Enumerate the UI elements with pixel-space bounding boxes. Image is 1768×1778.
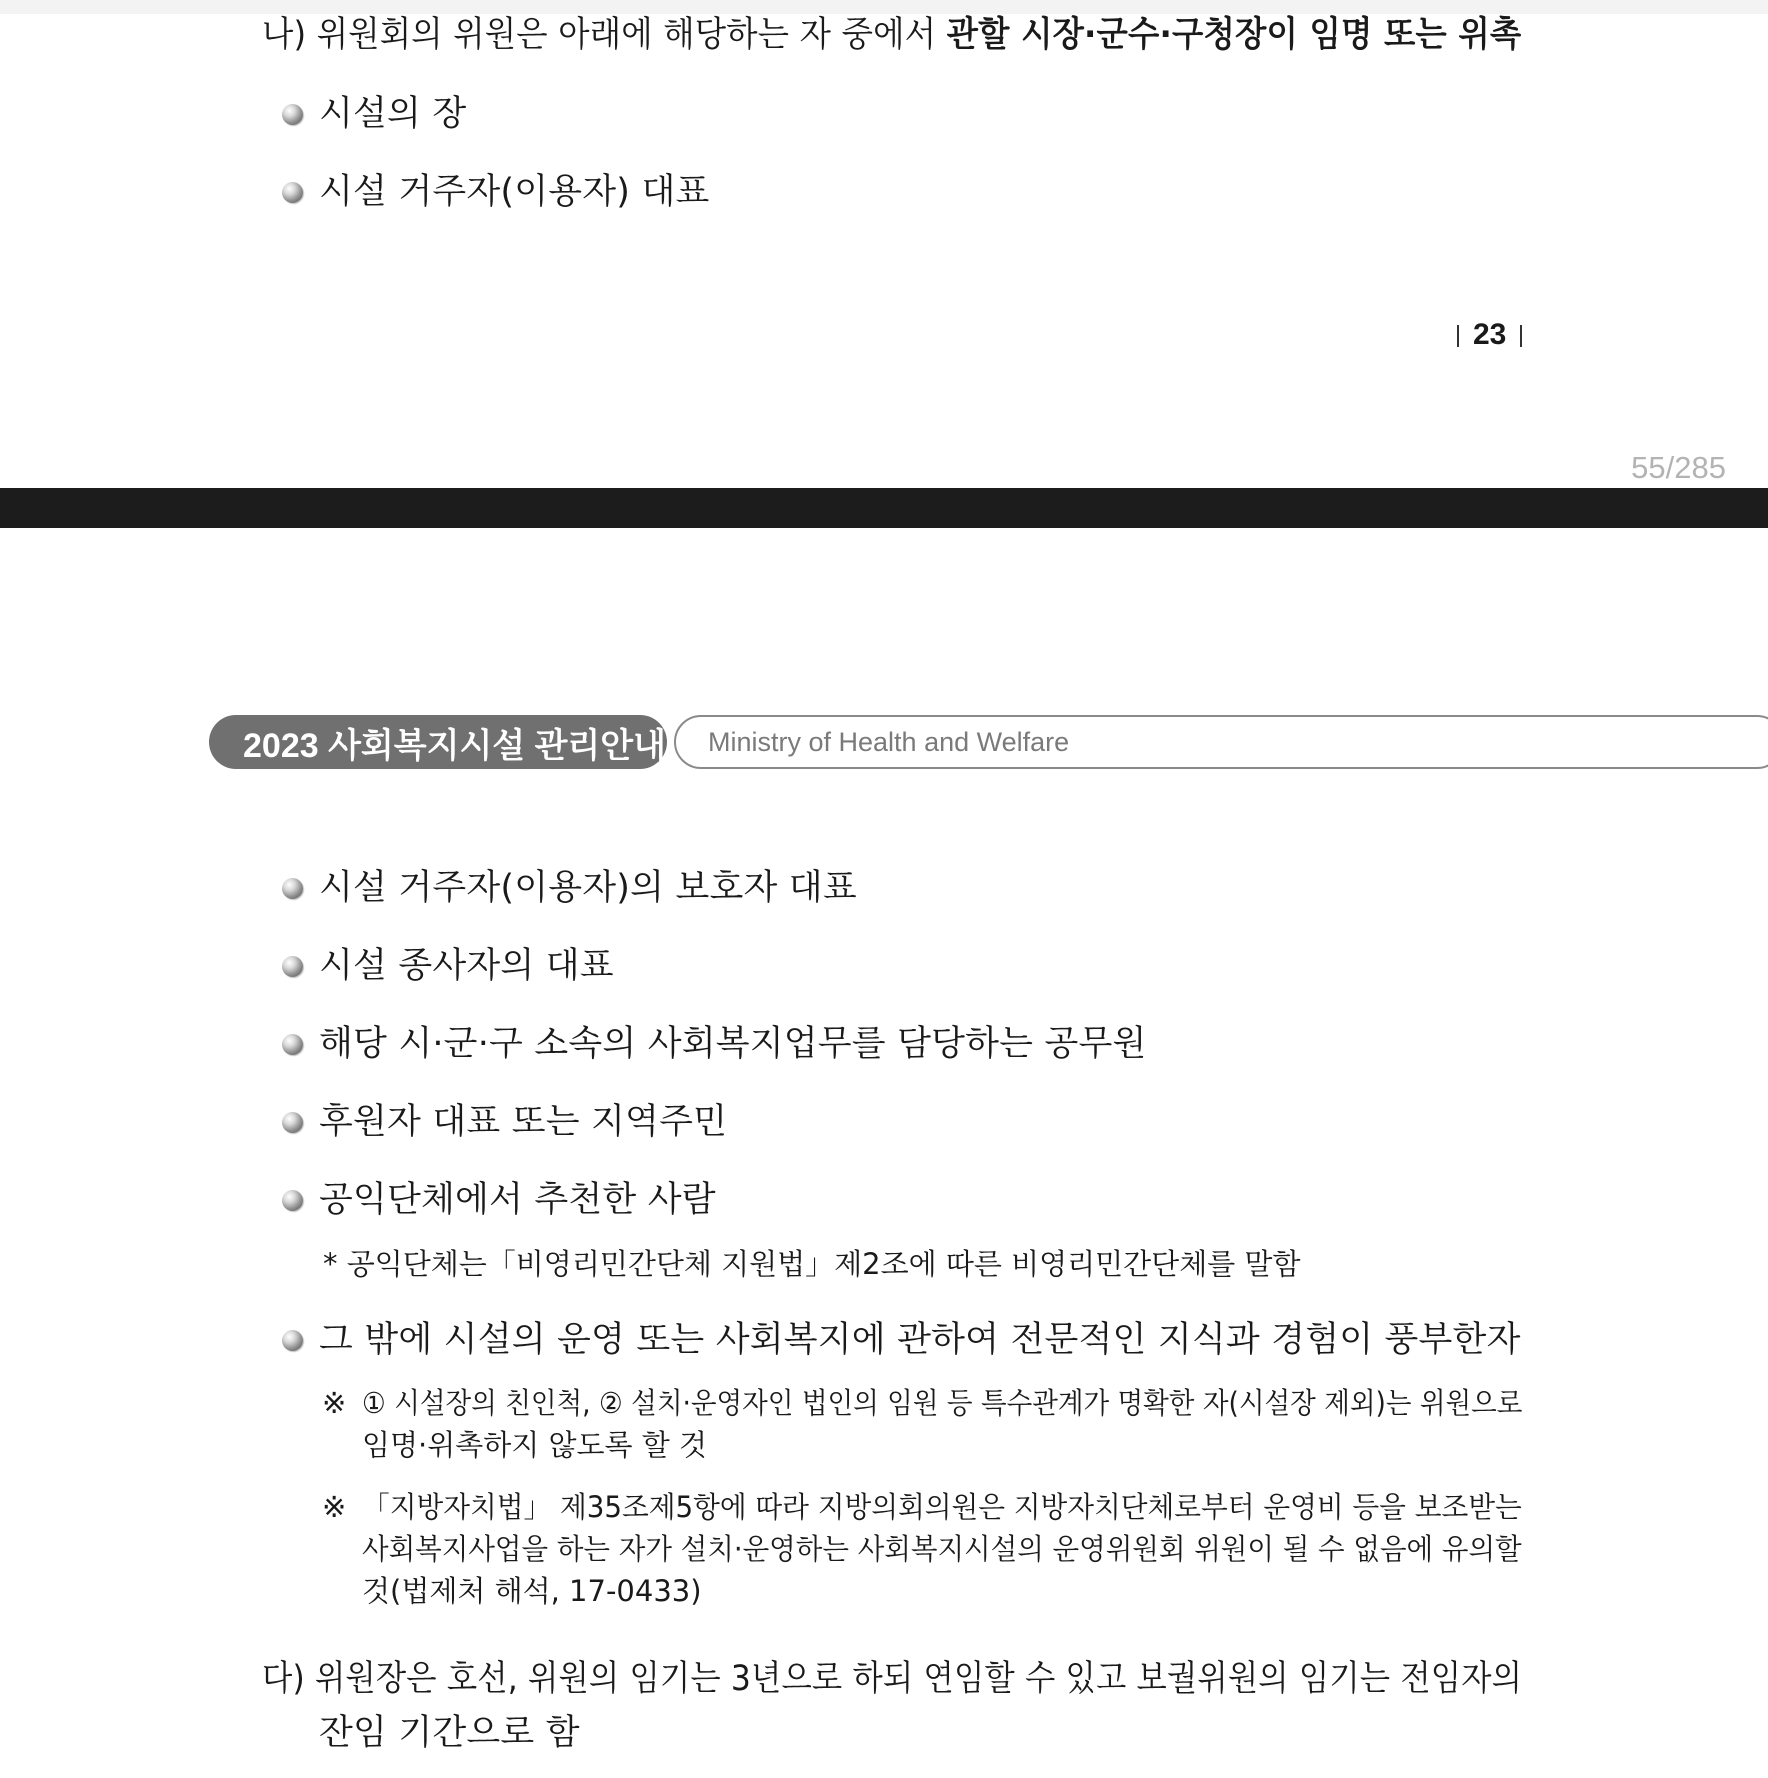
list-item-text: 시설 거주자(이용자) 대표 [319,172,710,212]
page-counter: 55/285 [1631,450,1726,485]
list-item-text: 시설 거주자(이용자)의 보호자 대표 [319,868,857,908]
note-line: 사회복지사업을 하는 자가 설치·운영하는 사회복지시설의 운영위원회 위원이 될 수 없음에 유의할 [362,1532,1522,1566]
item-na [262,13,1521,57]
page-number-text: 23 [1473,318,1507,351]
page-number [1443,318,1536,352]
bullet-icon [282,1034,303,1055]
bullet-icon [282,182,303,203]
bullet-icon [282,104,303,125]
item-da-continued: 잔임 기간으로 함 [319,1713,580,1753]
list-item [282,1022,1147,1066]
note-line: 임명·위촉하지 않도록 할 것 [362,1428,708,1462]
list-item [282,944,614,988]
note-line: 것(법제처 해석, 17-0433) [362,1574,702,1608]
list-item [282,92,466,136]
list-item [282,1100,727,1144]
list-item-text: 시설 종사자의 대표 [319,946,614,986]
item-na-bold-text: 관할 시장·군수·구청장이 임명 또는 위촉 [946,15,1522,55]
bullet-icon [282,1330,303,1351]
ministry-banner: Ministry of Health and Welfare [674,715,1768,769]
item-na-text: 나) 위원회의 위원은 아래에 해당하는 자 중에서 [262,15,947,55]
document-title-badge: 2023 사회복지시설 관리안내 [209,715,667,769]
pipe-divider [1457,325,1459,347]
bullet-icon [282,1112,303,1133]
page-separator [0,488,1768,528]
note-line: 「지방자치법」 제35조제5항에 따라 지방의회의원은 지방자치단체로부터 운영비 등을 보조받는 [362,1490,1522,1524]
list-item [282,1178,716,1222]
item-da: 다) 위원장은 호선, 위원의 임기는 3년으로 하되 연임할 수 있고 보궐위원의 임기는 전임자의 [262,1659,1523,1699]
list-item-text: 그 밖에 시설의 운영 또는 사회복지에 관하여 전문적인 지식과 경험이 풍부한자 [319,1320,1521,1360]
pipe-divider [1520,325,1522,347]
note-line: ① 시설장의 친인척, ② 설치·운영자인 법인의 임원 등 특수관계가 명확한 자(시설장 제외)는 위원으로 [362,1386,1523,1420]
list-item [282,170,709,214]
reference-mark: ※ [322,1386,347,1420]
list-item [282,1318,1521,1362]
list-item [282,866,857,910]
reference-mark: ※ [322,1490,347,1524]
list-item-text: 시설의 장 [319,94,467,134]
bullet-icon [282,956,303,977]
bullet-icon [282,1190,303,1211]
list-item-text: 후원자 대표 또는 지역주민 [319,1102,728,1142]
list-item-text: 공익단체에서 추천한 사람 [319,1180,716,1220]
top-page-edge [0,0,1768,14]
list-item-text: 해당 시·군·구 소속의 사회복지업무를 담당하는 공무원 [319,1024,1147,1064]
bullet-icon [282,878,303,899]
footnote: * 공익단체는「비영리민간단체 지원법」제2조에 따른 비영리민간단체를 말함 [323,1247,1301,1281]
